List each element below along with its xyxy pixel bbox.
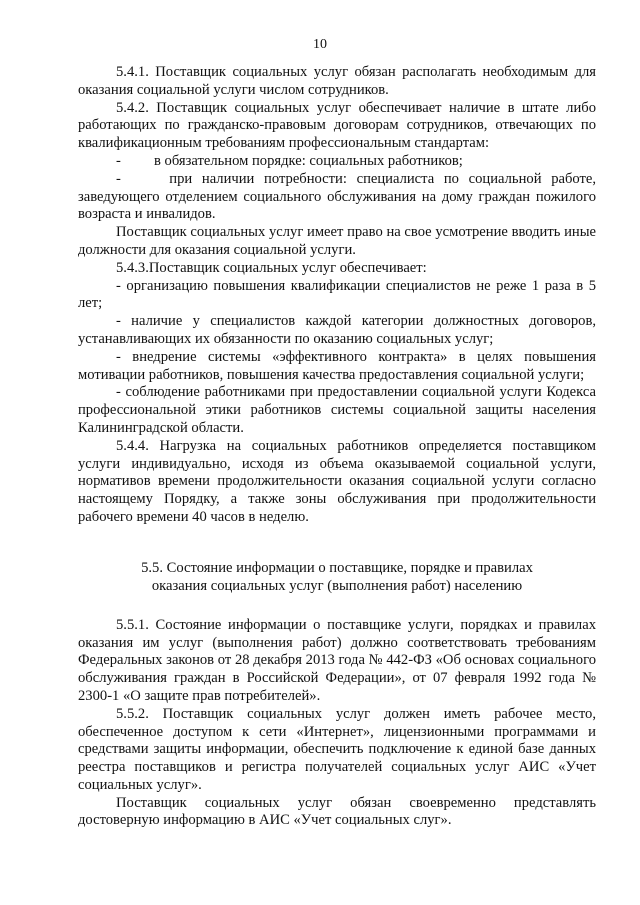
paragraph-5-4-4: 5.4.4. Нагрузка на социальных работников определяется поставщиком услуги индивидуально, исходя из объема оказываемой социальной услуги, нормативов времени продолжительности оказания социальной услуги согласно настоящему Порядку, а также зоны обслуживания при продолжительности рабочего времени 40 часов в неделю. bbox=[78, 437, 596, 525]
section-heading-line: 5.5. Состояние информации о поставщике, порядке и правилах bbox=[141, 559, 533, 576]
paragraph-timely-info: Поставщик социальных услуг обязан своевременно представлять достоверную информацию в АИС «Учет социальных слуг». bbox=[78, 794, 596, 829]
list-item bbox=[78, 171, 596, 224]
paragraph-5-4-1: 5.4.1. Поставщик социальных услуг обязан располагать необходимым для оказания социальной услуги числом сотрудников. bbox=[78, 64, 596, 98]
paragraph-qualification: - организацию повышения квалификации специалистов не реже 1 раза в 5 лет; bbox=[78, 277, 596, 312]
paragraph-5-4-3: 5.4.3.Поставщик социальных услуг обеспечивает: bbox=[116, 259, 427, 276]
paragraph-5-5-1: 5.5.1. Состояние информации о поставщике услуги, порядках и правилах оказания им услуг (выполнения работ) должно соответствовать требованиям Федеральных законов от 28 декабря 2013 года № 442-ФЗ «Об основах социального обслуживания граждан в Российской Федерации», от 07 февраля 1992 года № 2300-1 «О защите прав потребителей». bbox=[78, 616, 596, 704]
paragraph-additional-positions: Поставщик социальных услуг имеет право на свое усмотрение вводить иные должности для оказания социальной услуги. bbox=[78, 224, 596, 258]
paragraph-effective-contract: - внедрение системы «эффективного контракта» в целях повышения мотивации работников, повышения качества предоставления социальной услуги; bbox=[78, 348, 596, 383]
page-number: 10 bbox=[313, 37, 327, 52]
list-item-text: при наличии потребности: специалиста по социальной работе, заведующего отделением социального обслуживания на дому граждан пожилого возраста и инвалидов. bbox=[78, 170, 596, 223]
page-content bbox=[78, 64, 596, 830]
paragraph-5-5-2: 5.5.2. Поставщик социальных услуг должен иметь рабочее место, обеспеченное доступом к сети «Интернет», лицензионными программами и средствами защиты информации, обеспечить подключение к единой базе данных реестра поставщиков и регистра получателей социальных услуг АИС «Учет социальных услуг». bbox=[78, 705, 596, 793]
list-marker: - bbox=[116, 152, 121, 169]
list-item bbox=[78, 153, 596, 171]
section-heading-5-5 bbox=[78, 559, 596, 595]
section-heading-line: оказания социальных услуг (выполнения работ) населению bbox=[151, 577, 523, 594]
list-marker: - bbox=[116, 170, 121, 187]
paragraph-job-contracts: - наличие у специалистов каждой категории должностных договоров, устанавливающих их обязанности по оказанию социальных услуг; bbox=[78, 313, 596, 347]
paragraph-ethics-code: - соблюдение работниками при предоставлении социальной услуги Кодекса профессиональной этики работников системы социальной защиты населения Калининградской области. bbox=[78, 384, 596, 436]
paragraph-5-4-2: 5.4.2. Поставщик социальных услуг обеспечивает наличие в штате либо работающих по гражданско-правовым договорам сотрудников, отвечающих по квалификационным требованиям профессиональным стандартам: bbox=[78, 99, 596, 152]
list-item-text: в обязательном порядке: социальных работников; bbox=[154, 152, 463, 169]
